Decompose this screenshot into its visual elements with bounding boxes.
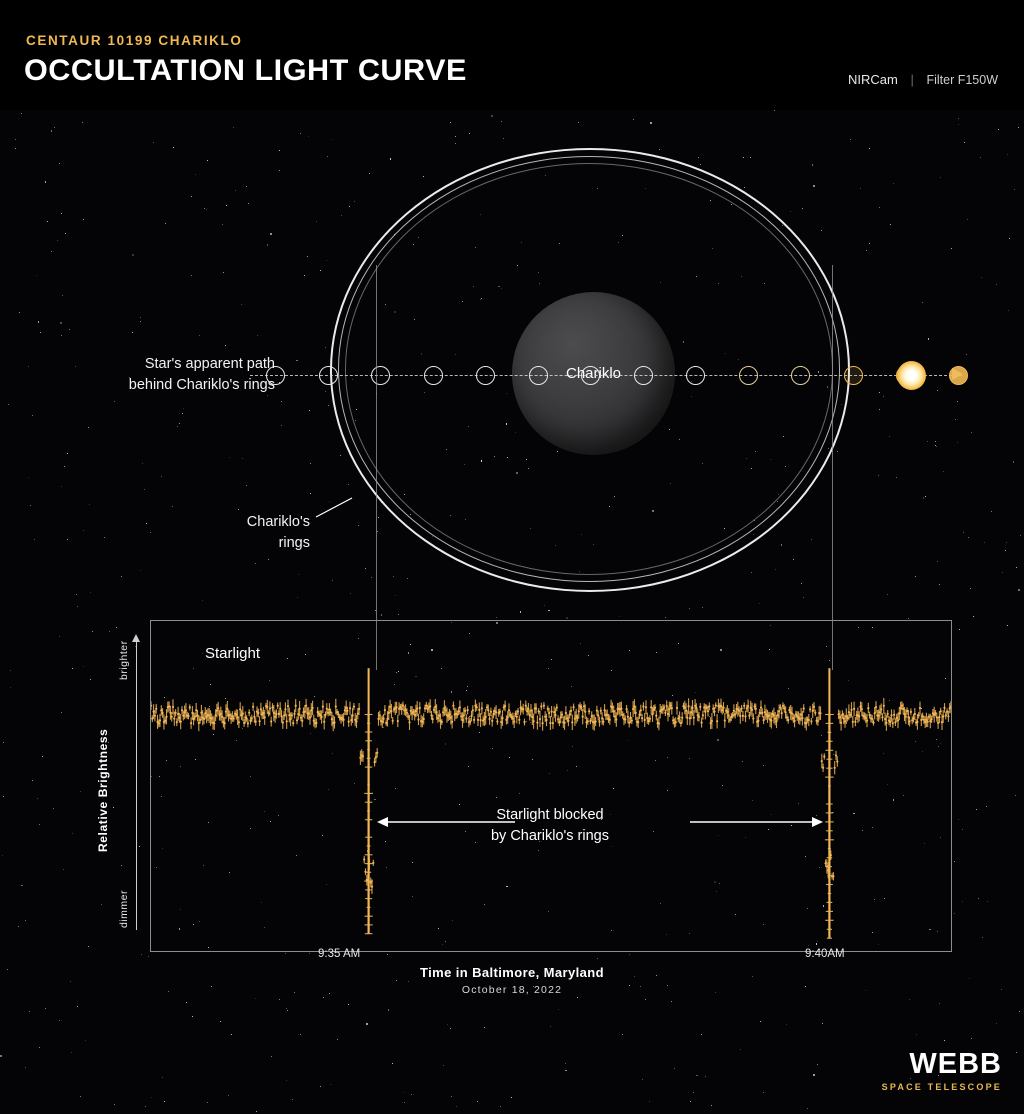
star-position-marker <box>686 366 705 385</box>
sky-panel <box>0 110 1024 1114</box>
star-position-marker <box>581 366 600 385</box>
eyebrow-label: CENTAUR 10199 CHARIKLO <box>26 33 243 48</box>
x-tick-right: 9:40AM <box>805 948 845 960</box>
header <box>0 0 1024 110</box>
rings-callout-line2: rings <box>278 535 310 552</box>
star-position-marker <box>371 366 390 385</box>
y-axis-top-label: brighter <box>118 640 130 680</box>
filter-name: Filter F150W <box>926 73 998 87</box>
star-position-marker <box>529 366 548 385</box>
star-position-marker <box>476 366 495 385</box>
webb-logo-name: WEBB <box>909 1048 1002 1080</box>
y-axis-line <box>136 640 137 930</box>
instrument-info <box>848 72 998 87</box>
star-position-marker <box>634 366 653 385</box>
star-position-marker <box>739 366 758 385</box>
webb-logo-subtitle: SPACE TELESCOPE <box>881 1082 1002 1092</box>
page-title: OCCULTATION LIGHT CURVE <box>24 54 467 87</box>
y-axis-bottom-label: dimmer <box>118 889 130 928</box>
star-position-marker <box>844 366 863 385</box>
rings-callout <box>150 512 310 554</box>
instrument-separator: | <box>910 72 914 87</box>
star-path-callout-line1: Star's apparent path <box>144 356 275 372</box>
occultation-diagram <box>0 110 1024 630</box>
blocked-annotation-line1: Starlight blocked <box>496 807 604 823</box>
webb-logo <box>882 1050 1002 1092</box>
starlight-series-label: Starlight <box>205 645 261 662</box>
drop-line-right <box>832 265 833 670</box>
blocked-annotation <box>430 805 670 847</box>
chariklo-label: Chariklo <box>565 365 622 382</box>
star-position-marker <box>949 366 968 385</box>
star-position-marker <box>791 366 810 385</box>
light-curve-plot <box>151 621 951 951</box>
star-position-marker <box>319 366 338 385</box>
light-curve-chart <box>150 620 952 952</box>
star-path-callout <box>60 354 275 396</box>
x-tick-left: 9:35 AM <box>318 948 361 960</box>
y-axis-arrow-icon <box>132 634 140 642</box>
star-position-marker <box>424 366 443 385</box>
y-axis-title: Relative Brightness <box>96 728 110 852</box>
drop-line-left <box>376 265 377 670</box>
rings-callout-line1: Chariklo's <box>246 514 310 530</box>
star-icon <box>897 361 926 390</box>
instrument-name: NIRCam <box>847 72 898 87</box>
x-axis-subtitle: October 18, 2022 <box>461 984 563 996</box>
x-axis-title: Time in Baltimore, Maryland <box>420 965 604 980</box>
blocked-annotation-line2: by Chariklo's rings <box>490 828 609 845</box>
star-path-callout-line2: behind Chariklo's rings <box>128 377 275 394</box>
